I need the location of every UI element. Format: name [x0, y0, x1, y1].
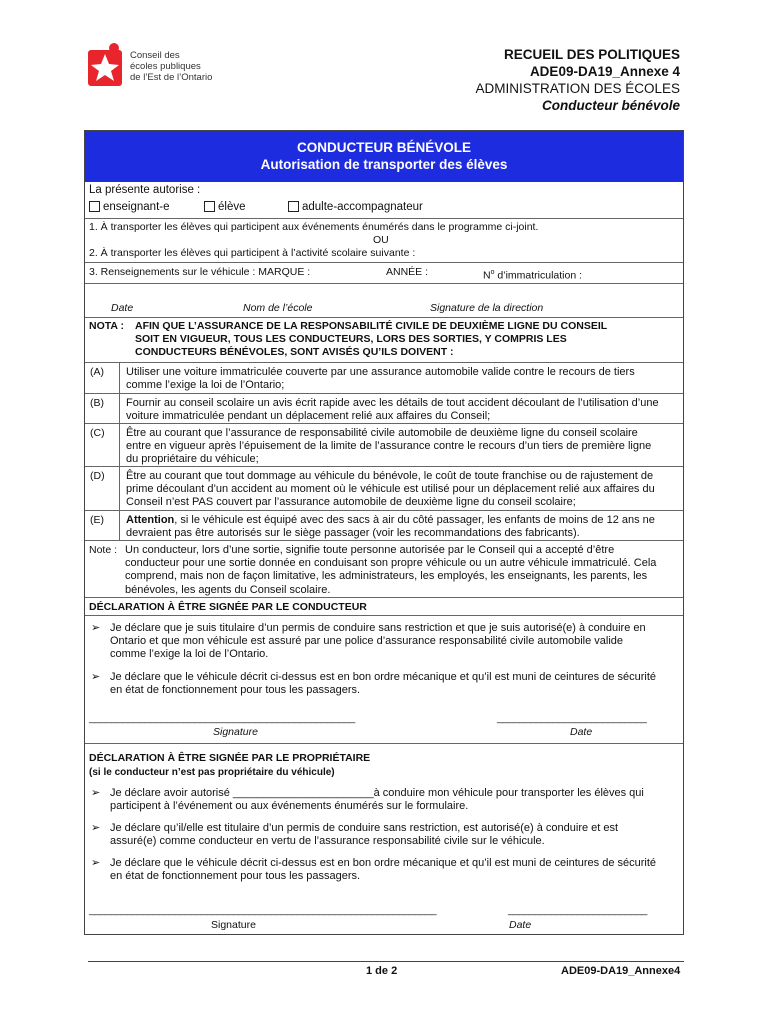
divider: [85, 362, 683, 363]
driver-date-field[interactable]: ___________________________: [497, 712, 647, 724]
condition-a: Utiliser une voiture immatriculée couverte par une assurance automobile valide contre le recours de tiers comme l’exige la loi de l’Ontario;: [126, 366, 635, 392]
header-section: ADMINISTRATION DES ÉCOLES: [475, 81, 680, 96]
condition-b: Fournir au conseil scolaire un avis écrit rapide avec les détails de tout accident découlant de l’utilisation d’une voiture immatriculée pendant un déplacement relié aux affaires du Conseil;: [126, 397, 659, 423]
bullet-arrow-icon: ➢: [91, 857, 101, 869]
condition-e: Attention, si le véhicule est équipé avec des sacs à air du côté passager, les enfants de moins de 12 ans ne devraient pas être autorisés sur le siège passager (voir les recommandations des fabricants).: [126, 514, 655, 540]
condition-column-divider: [119, 362, 120, 540]
footer-rule: [88, 961, 684, 962]
divider: [85, 423, 683, 424]
direction-signature-label: Signature de la direction: [430, 302, 544, 314]
owner-signature-label: Signature: [211, 919, 256, 931]
bullet-arrow-icon: ➢: [91, 671, 101, 683]
divider: [85, 510, 683, 511]
item-2: 2. À transporter les élèves qui participent à l’activité scolaire suivante :: [89, 247, 416, 259]
owner-declaration-title: DÉCLARATION À ÊTRE SIGNÉE PAR LE PROPRIÉTAIRE: [89, 752, 371, 764]
divider: [85, 262, 683, 263]
page-number: 1 de 2: [366, 965, 398, 977]
driver-signature-label: Signature: [213, 726, 258, 738]
footer-code: ADE09-DA19_Annexe4: [561, 965, 681, 977]
driver-declaration-2: Je déclare que le véhicule décrit ci-dessus est en bon ordre mécanique et qu’il est muni de ceintures de sécurité en état de fonctionnement pour tous les passagers.: [110, 671, 657, 697]
condition-letter: (A): [90, 366, 104, 378]
bullet-arrow-icon: ➢: [91, 787, 101, 799]
driver-date-label: Date: [570, 726, 593, 738]
document-header: [475, 46, 680, 114]
condition-letter: (E): [90, 514, 104, 526]
plate-label: $N^o$ d’immatriculation :: [483, 269, 583, 282]
owner-declaration-3: Je déclare que le véhicule décrit ci-dessus est en bon ordre mécanique et qu’il est muni de ceintures de sécurité en état de fonctionnement pour tous les passagers.: [110, 857, 657, 883]
authorize-intro: La présente autorise :: [89, 184, 201, 196]
divider: [85, 466, 683, 467]
owner-date-field[interactable]: __________________________: [508, 904, 647, 916]
nota-label: NOTA :: [89, 320, 124, 332]
divider: [85, 743, 683, 744]
form-title: CONDUCTEUR BÉNÉVOLE: [296, 140, 471, 155]
nota-line-2: SOIT EN VIGUEUR, TOUS LES CONDUCTEURS, LORS DES SORTIES, Y COMPRIS LES: [135, 333, 567, 345]
item-3: 3. Renseignements sur le véhicule : MARQUE :: [89, 266, 311, 278]
divider: [85, 540, 683, 541]
divider: [85, 393, 683, 394]
divider: [85, 283, 683, 284]
divider: [85, 317, 683, 318]
item-or: OU: [373, 234, 389, 246]
logo-text: Conseil des écoles publiques de l’Est de l’Ontario: [130, 50, 213, 83]
header-code: ADE09-DA19_Annexe 4: [529, 64, 680, 79]
condition-c: Être au courant que l’assurance de responsabilité civile automobile de deuxième ligne du conseil scolaire entre en vigueur après l’épuisement de la limite de l’assurance contre le recours d’un tiers de première ligne du propriétaire du véhicule;: [126, 427, 652, 466]
note-label: Note :: [89, 544, 118, 556]
note-text: Un conducteur, lors d’une sortie, signifie toute personne autorisée par le Conseil qui a accepté d’être conducteur pour une sortie donnée en conduisant son propre véhicule ou un autre véhicule immatriculé. Cela comprend, mais non de façon limitative, les administrateurs, les employés, les enseignants, les parents, les bénévoles, les agents du Conseil scolaire.: [125, 544, 657, 596]
owner-declaration-1: Je déclare avoir autorisé _______________________à conduire mon véhicule pour transporter les élèves qui participent à l’événement ou aux événements énumérés sur le formulaire.: [110, 787, 644, 813]
item-1: 1. À transporter les élèves qui participent aux événements énumérés dans le programme ci-joint.: [89, 221, 539, 233]
owner-date-label: Date: [509, 919, 532, 931]
nota-line-3: CONDUCTEURS BÉNÉVOLES, SONT AVISÉS QU’ILS DOIVENT :: [135, 346, 454, 358]
option-student[interactable]: élève: [204, 201, 246, 215]
checkbox-adult[interactable]: [288, 201, 299, 212]
school-name-label: Nom de l’école: [243, 302, 313, 314]
header-title: Conducteur bénévole: [541, 98, 680, 113]
form-subtitle: Autorisation de transporter des élèves: [260, 157, 508, 172]
driver-signature-field[interactable]: ________________________________________________: [89, 712, 355, 724]
date-label: Date: [111, 302, 134, 314]
divider: [85, 615, 683, 616]
checkbox-teacher[interactable]: [89, 201, 100, 212]
nota-line-1: AFIN QUE L’ASSURANCE DE LA RESPONSABILITÉ CIVILE DE DEUXIÈME LIGNE DU CONSEIL: [135, 320, 608, 332]
condition-letter: (C): [90, 427, 105, 439]
driver-declaration-title: DÉCLARATION À ÊTRE SIGNÉE PAR LE CONDUCTEUR: [89, 601, 367, 613]
condition-letter: (B): [90, 397, 104, 409]
option-adult[interactable]: adulte-accompagnateur: [288, 201, 423, 215]
divider: [85, 597, 683, 598]
form-banner: [85, 131, 683, 182]
bullet-arrow-icon: ➢: [91, 822, 101, 834]
owner-signature-field[interactable]: _________________________________________________________________: [89, 904, 437, 916]
driver-declaration-1: Je déclare que je suis titulaire d’un permis de conduire sans restriction et que je suis autorisé(e) à conduire en Ontario et que mon véhicule est assuré par une police d’assurance responsabilité civile automobile valide comme l’exige la loi de l’Ontario.: [110, 622, 646, 661]
owner-declaration-subtitle: (si le conducteur n’est pas propriétaire du véhicule): [89, 767, 335, 778]
option-teacher[interactable]: enseignant-e: [89, 201, 170, 215]
owner-declaration-2: Je déclare qu’il/elle est titulaire d’un permis de conduire sans restriction, est autorisé(e) à conduire et est assuré(e) comme conducteur en vertu de l’assurance responsabilité civile sur le véhicule.: [110, 822, 619, 848]
year-label: ANNÉE :: [386, 266, 429, 278]
checkbox-student[interactable]: [204, 201, 215, 212]
condition-letter: (D): [90, 470, 105, 482]
condition-d: Être au courant que tout dommage au véhicule du bénévole, le coût de toute franchise ou de rajustement de prime découlant d’un accident au moment où le véhicule est utilisé pour un déplacement relié aux affaires du Conseil n’est PAS couvert par l’assurance automobile de deuxième ligne du conseil scolaire;: [126, 470, 655, 509]
header-collection: RECUEIL DES POLITIQUES: [503, 47, 680, 62]
divider: [85, 218, 683, 219]
bullet-arrow-icon: ➢: [91, 622, 101, 634]
